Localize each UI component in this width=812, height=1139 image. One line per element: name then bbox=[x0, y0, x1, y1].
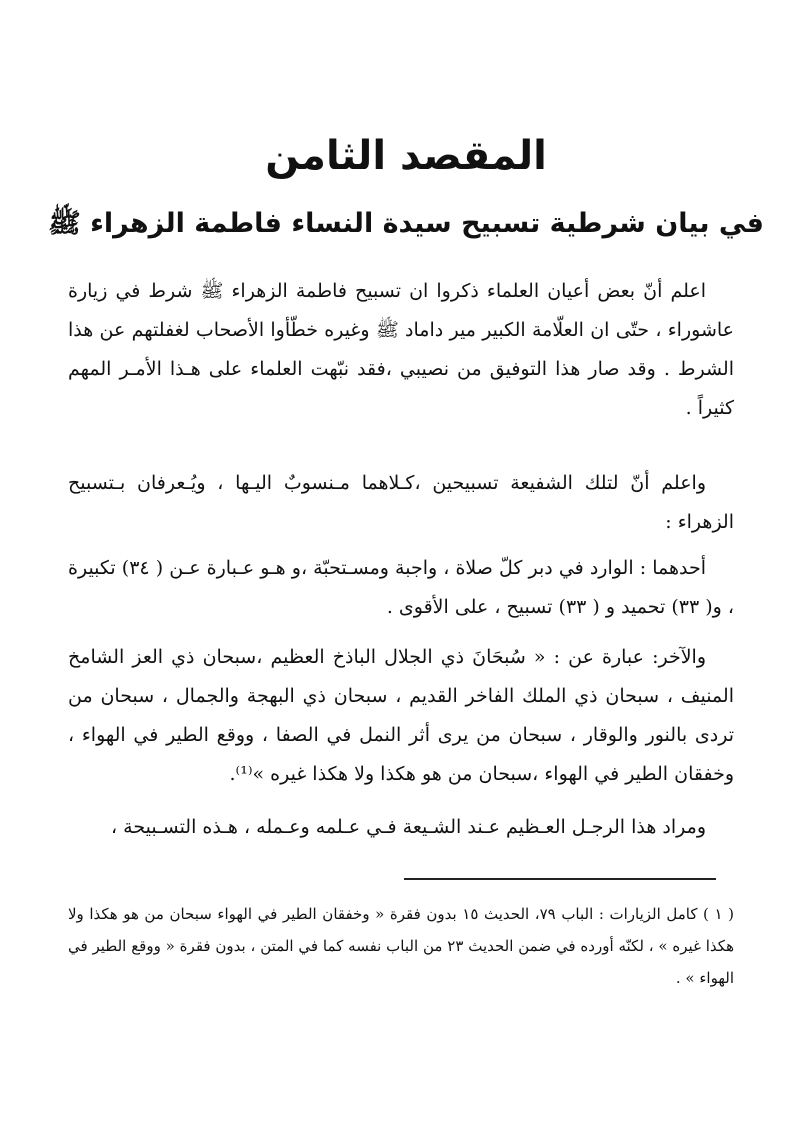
paragraph-1: اعلم أنّ بعض أعيان العلماء ذكروا ان تسبيح فاطمة الزهراء ﷺ شرط في زيارة عاشوراء ، حتّى ان العلّامة الكبير مير داماد ﷺ وغيره خطّأوا الأصحاب لغفلتهم عن هذا الشرط . وقد صار هذا التوفيق من نصيبي ،فقد نبّهت العلماء على هـذا الأمـر المهم كثيراً . bbox=[68, 280, 734, 419]
paragraph-4: والآخر: عبارة عن : « سُبحَانَ ذي الجلال الباذخ العظيم ،سبحان ذي العز الشامخ المنيف ، سبحان ذي الملك الفاخر القديم ، سبحان ذي البهجة والجمال ، سبحان من تردى بالنور والوقار ، سبحان من يرى أثر النمل في الصفا ، ووقع الطير في الهواء ، وخفقان الطير في الهواء ،سبحان من هو هكذا ولا هكذا غيره »⁽¹⁾. bbox=[68, 646, 734, 785]
footnote-1: ( ١ ) كامل الزيارات : الباب ٧٩، الحديث ١٥ بدون فقرة « وخفقان الطير في الهواء سبحان من هو هكذا ولا هكذا غيره » ، لكنّه أورده في ضمن الحديث ٢٣ من الباب نفسه كما في المتن ، بدون فقرة « ووقع الطير في الهواء » . bbox=[68, 905, 734, 987]
paragraph-3: أحدهما : الوارد في دبر كلّ صلاة ، واجبة ومسـتحبّة ،و هـو عـبارة عـن ( ٣٤) تكبيرة ، و( ٣٣) تحميد و ( ٣٣) تسبيح ، على الأقوى . bbox=[68, 557, 734, 618]
paragraph-5: ومراد هذا الرجـل العـظيم عـند الشـيعة فـي عـلمه وعـمله ، هـذه التسـبيحة ، bbox=[110, 816, 706, 838]
footnote-divider bbox=[404, 878, 716, 880]
paragraph-2: واعلم أنّ لتلك الشفيعة تسبيحين ،كـلاهما مـنسوبٌ اليـها ، ويُـعرفان بـتسبيح الزهراء : bbox=[68, 472, 734, 533]
page-title: المقصد الثامن bbox=[265, 133, 547, 179]
page-subtitle: في بيان شرطية تسبيح سيدة النساء فاطمة الزهراء ﷺ bbox=[48, 208, 764, 239]
